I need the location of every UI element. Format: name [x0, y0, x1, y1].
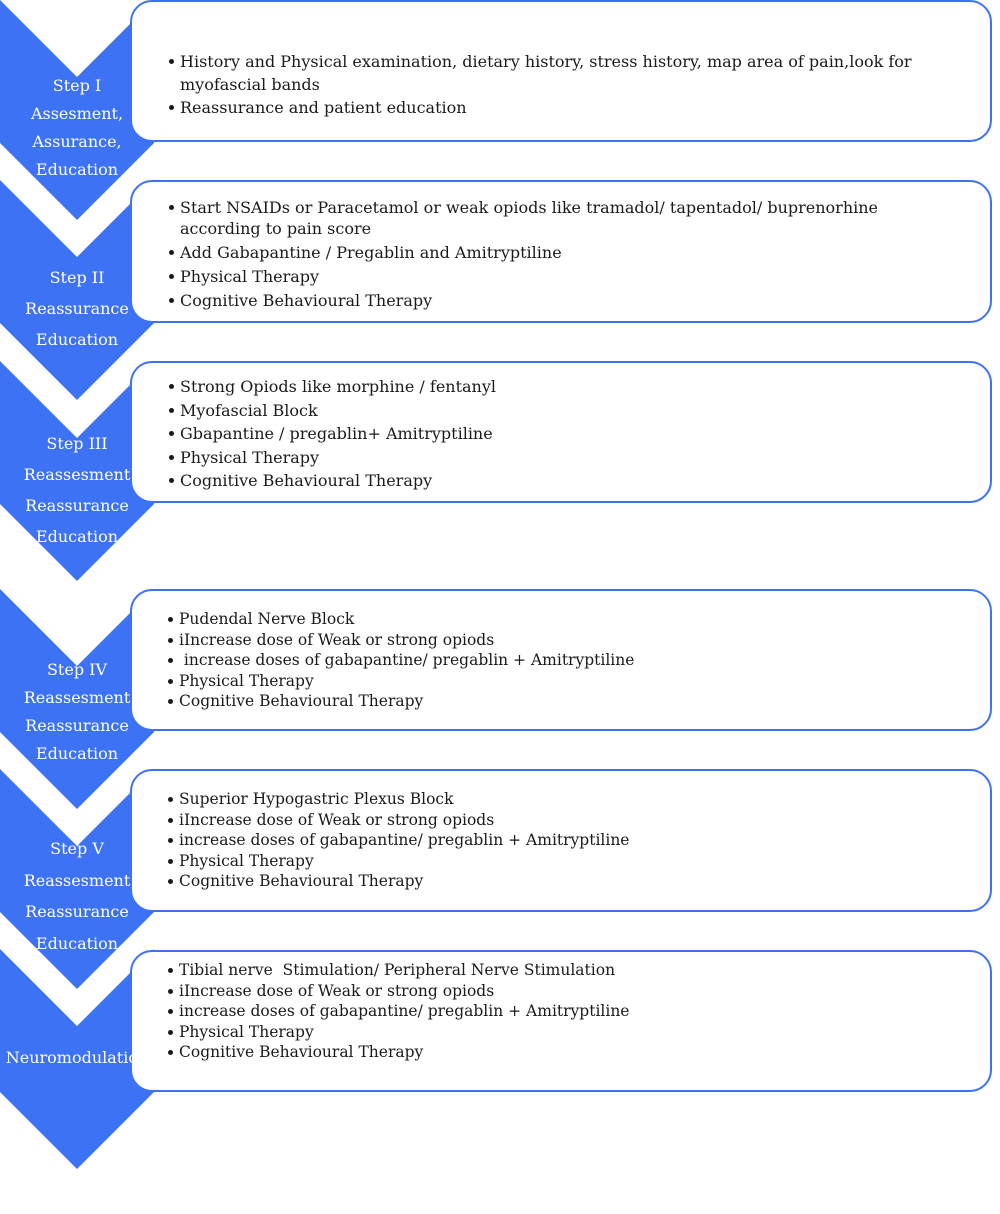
- step-2-label: Step II Reassurance Education: [25, 268, 129, 349]
- step-1-label: Step I Assesment, Assurance, Education: [30, 76, 124, 179]
- step-5-box: [130, 769, 992, 912]
- neuromodulation-item: Cognitive Behavioural Therapy: [165, 1042, 990, 1063]
- step-3-box: [130, 361, 992, 503]
- step-3-label: Step III Reassesment Reassurance Education: [23, 434, 131, 546]
- step-1-item: History and Physical examination, dietary history, stress history, map area of pain,look for myofascial bands: [166, 50, 990, 96]
- step-2-box: [130, 180, 992, 323]
- step-4-label: Step IV Reassesment Reassurance Education: [23, 660, 131, 763]
- step-3-item: Myofascial Block: [166, 399, 990, 423]
- step-4-item: Physical Therapy: [165, 671, 990, 692]
- step-4-item: Pudendal Nerve Block: [165, 609, 990, 630]
- step-4-item: Cognitive Behavioural Therapy: [165, 691, 990, 712]
- neuromodulation-item: Tibial nerve Stimulation/ Peripheral Nerve Stimulation: [165, 960, 990, 981]
- step-5-list: [132, 771, 990, 892]
- step-4-list: [132, 591, 990, 712]
- neuromodulation-label: Neuromodulation: [5, 1048, 149, 1067]
- neuromodulation-item: Physical Therapy: [165, 1022, 990, 1043]
- step-4-item: iIncrease dose of Weak or strong opiods: [165, 630, 990, 651]
- step-3-list: [132, 363, 990, 493]
- step-5-item: Cognitive Behavioural Therapy: [165, 871, 990, 892]
- step-3-item: Cognitive Behavioural Therapy: [166, 469, 990, 493]
- neuromodulation-item: iIncrease dose of Weak or strong opiods: [165, 981, 990, 1002]
- step-2-item: Cognitive Behavioural Therapy: [166, 290, 962, 311]
- neuromodulation-item: increase doses of gabapantine/ pregablin + Amitryptiline: [165, 1001, 990, 1022]
- step-2-list: [132, 182, 990, 311]
- neuromodulation-box: [130, 950, 992, 1092]
- step-4-box: [130, 589, 992, 731]
- step-1-list: [132, 2, 990, 119]
- step-1-box: [130, 0, 992, 142]
- step-5-item: iIncrease dose of Weak or strong opiods: [165, 810, 990, 831]
- neuromodulation-list: [132, 952, 990, 1063]
- step-5-item: increase doses of gabapantine/ pregablin + Amitryptiline: [165, 830, 990, 851]
- step-5-item: Physical Therapy: [165, 851, 990, 872]
- step-3-item: Gbapantine / pregablin+ Amitryptiline: [166, 422, 990, 446]
- step-2-item: Physical Therapy: [166, 266, 962, 287]
- step-2-item: Start NSAIDs or Paracetamol or weak opiods like tramadol/ tapentadol/ buprenorhine according to pain score: [166, 197, 962, 239]
- step-2-item: Add Gabapantine / Pregablin and Amitryptiline: [166, 242, 962, 263]
- step-1-item: Reassurance and patient education: [166, 96, 990, 119]
- step-5-item: Superior Hypogastric Plexus Block: [165, 789, 990, 810]
- step-5-label: Step V Reassesment Reassurance Education: [23, 839, 131, 953]
- step-4-item: increase doses of gabapantine/ pregablin + Amitryptiline: [165, 650, 990, 671]
- step-3-item: Strong Opiods like morphine / fentanyl: [166, 375, 990, 399]
- step-3-item: Physical Therapy: [166, 446, 990, 470]
